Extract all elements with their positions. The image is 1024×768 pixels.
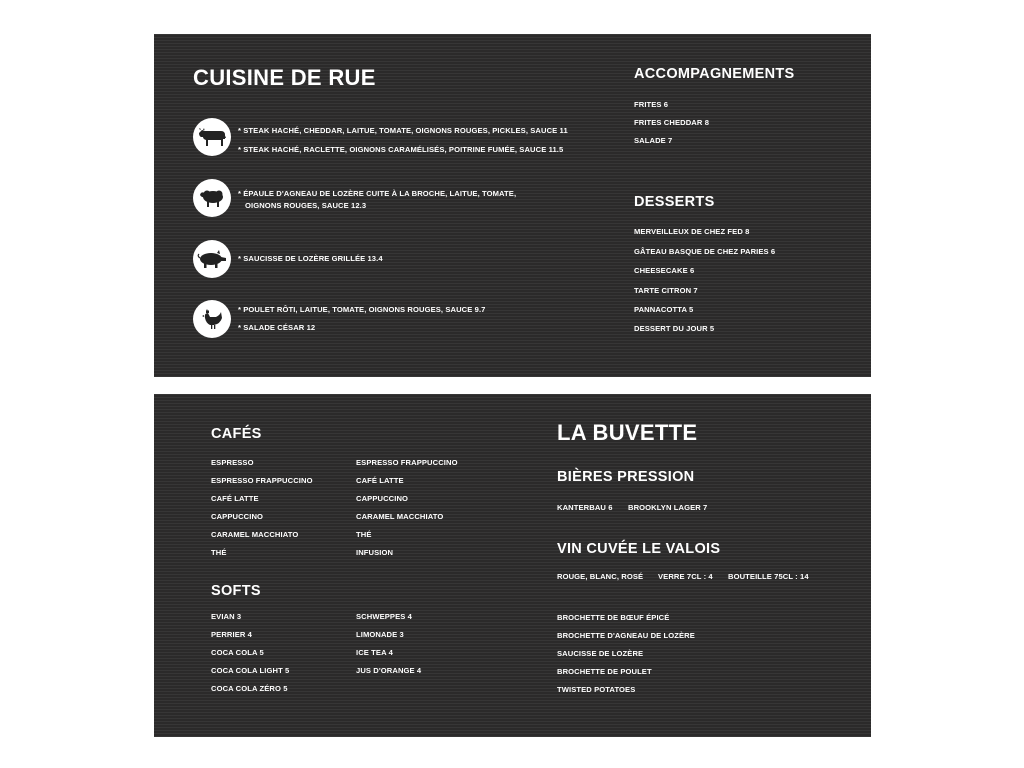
menu-item: CAPPUCCINO [356, 494, 409, 503]
menu-item: * STEAK HACHÉ, RACLETTE, OIGNONS CARAMÉLISÉS, POITRINE FUMÉE, SAUCE 11.5 [238, 145, 564, 154]
menu-item: * SAUCISSE DE LOZÈRE GRILLÉE 13.4 [238, 254, 383, 263]
menu-item: DESSERT DU JOUR 5 [634, 324, 715, 333]
section-title-cuisine-de-rue: CUISINE DE RUE [193, 65, 376, 90]
menu-item: ROUGE, BLANC, ROSÉ [557, 572, 644, 581]
menu-item: FRITES CHEDDAR 8 [634, 118, 710, 127]
sheep-icon [193, 179, 231, 217]
menu-item: INFUSION [356, 548, 394, 557]
menu-item: THÉ [356, 530, 372, 539]
menu-item: CARAMEL MACCHIATO [356, 512, 444, 521]
menu-item: CAFÉ LATTE [211, 494, 259, 503]
menu-item: COCA COLA ZÉRO 5 [211, 684, 288, 693]
menu-item: * ÉPAULE D'AGNEAU DE LOZÈRE CUITE À LA BROCHE, LAITUE, TOMATE, [238, 189, 517, 198]
menu-item: CAFÉ LATTE [356, 476, 404, 485]
menu-item: * POULET RÔTI, LAITUE, TOMATE, OIGNONS ROUGES, SAUCE 9.7 [238, 305, 486, 314]
menu-item: PANNACOTTA 5 [634, 305, 694, 314]
section-title-cafes: CAFÉS [211, 426, 262, 442]
menu-item: PERRIER 4 [211, 630, 252, 639]
menu-item: TWISTED POTATOES [557, 685, 636, 694]
menu-item: TARTE CITRON 7 [634, 286, 698, 295]
menu-item: THÉ [211, 548, 227, 557]
menu-item: * STEAK HACHÉ, CHEDDAR, LAITUE, TOMATE, OIGNONS ROUGES, PICKLES, SAUCE 11 [238, 126, 568, 135]
menu-item: BROCHETTE D'AGNEAU DE LOZÈRE [557, 631, 695, 640]
section-title-desserts: DESSERTS [634, 194, 715, 210]
pig-icon [193, 240, 231, 278]
menu-item: GÂTEAU BASQUE DE CHEZ PARIES 6 [634, 247, 776, 256]
menu-item: BOUTEILLE 75CL : 14 [728, 572, 809, 581]
section-title-softs: SOFTS [211, 583, 261, 599]
section-title-vin: VIN CUVÉE LE VALOIS [557, 541, 721, 557]
chicken-icon [193, 300, 231, 338]
section-title-accompagnements: ACCOMPAGNEMENTS [634, 66, 795, 82]
menu-item: COCA COLA 5 [211, 648, 264, 657]
menu-item: ESPRESSO FRAPPUCCINO [211, 476, 313, 485]
menu-item: COCA COLA LIGHT 5 [211, 666, 290, 675]
cow-icon [193, 118, 231, 156]
menu-item: OIGNONS ROUGES, SAUCE 12.3 [245, 201, 367, 210]
menu-item: BROOKLYN LAGER 7 [628, 503, 708, 512]
menu-board-boissons [154, 394, 871, 737]
menu-item: EVIAN 3 [211, 612, 242, 621]
section-title-la-buvette: LA BUVETTE [557, 420, 698, 445]
menu-item: ESPRESSO FRAPPUCCINO [356, 458, 458, 467]
menu-item: SCHWEPPES 4 [356, 612, 412, 621]
menu-item: SALADE 7 [634, 136, 673, 145]
menu-item: SAUCISSE DE LOZÈRE [557, 649, 644, 658]
menu-item: BROCHETTE DE BŒUF ÉPICÉ [557, 613, 670, 622]
menu-item: ESPRESSO [211, 458, 254, 467]
menu-item: VERRE 7CL : 4 [658, 572, 713, 581]
menu-item: FRITES 6 [634, 100, 669, 109]
menu-item: ICE TEA 4 [356, 648, 393, 657]
menu-item: KANTERBAU 6 [557, 503, 613, 512]
menu-item: LIMONADE 3 [356, 630, 404, 639]
menu-item: CARAMEL MACCHIATO [211, 530, 299, 539]
menu-item: * SALADE CÉSAR 12 [238, 323, 316, 332]
menu-item: MERVEILLEUX DE CHEZ FED 8 [634, 227, 750, 236]
menu-item: CHEESECAKE 6 [634, 266, 695, 275]
menu-item: JUS D'ORANGE 4 [356, 666, 422, 675]
menu-item: CAPPUCCINO [211, 512, 264, 521]
menu-item: BROCHETTE DE POULET [557, 667, 652, 676]
menu-board-cuisine [154, 34, 871, 377]
section-title-bieres-pression: BIÈRES PRESSION [557, 469, 695, 485]
